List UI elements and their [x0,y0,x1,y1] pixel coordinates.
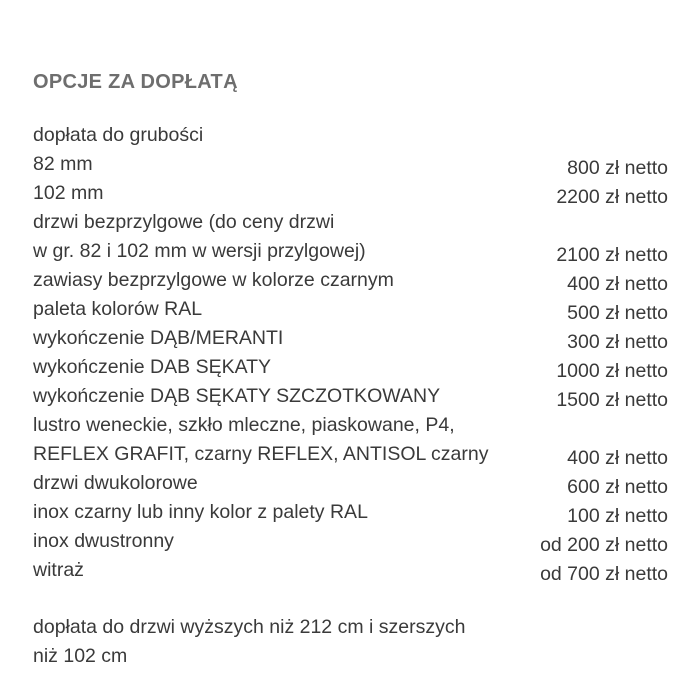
price-list-row [33,353,668,382]
option-label: dopłata do grubości [33,124,204,146]
price-list-row [33,266,668,295]
price-list-row [33,556,668,585]
option-price: 600 zł netto [567,476,668,498]
option-price: 1000 zł netto [556,360,668,382]
price-list-row [33,498,668,527]
option-label: 102 mm [33,182,104,204]
option-price: 2200 zł netto [556,186,668,208]
price-list-row [33,382,668,411]
price-list-row [33,179,668,208]
price-list-row [33,150,668,179]
option-price: od 700 zł netto [540,563,668,585]
option-label: 82 mm [33,153,93,175]
option-label: paleta kolorów RAL [33,298,203,320]
option-price: 500 zł netto [567,302,668,324]
option-price: od 200 zł netto [540,534,668,556]
option-label: inox czarny lub inny kolor z palety RAL [33,501,368,523]
price-list [33,121,668,585]
page-title: OPCJE ZA DOPŁATĄ [33,71,238,93]
footer-note: dopłata do drzwi wyższych niż 212 cm i szerszych niż 102 cm [33,616,466,667]
option-label: drzwi dwukolorowe [33,472,198,494]
price-list-row [33,208,668,266]
price-list-row [33,527,668,556]
price-list-row [33,469,668,498]
option-label: drzwi bezprzylgowe (do ceny drzwi w gr. 82 i 102 mm w wersji przylgowej) [33,211,366,262]
price-list-row [33,295,668,324]
option-label: wykończenie DAB SĘKATY [33,356,272,378]
price-list-row [33,121,668,150]
option-price: 1500 zł netto [556,389,668,411]
option-price: 300 zł netto [567,331,668,353]
option-label: inox dwustronny [33,530,174,552]
option-label: wykończenie DĄB/MERANTI [33,327,284,349]
option-price: 400 zł netto [567,447,668,469]
option-label: lustro weneckie, szkło mleczne, piaskowane, P4, REFLEX GRAFIT, czarny REFLEX, ANTISOL czarny [33,414,489,465]
option-label: witraż [33,559,84,581]
option-price: 400 zł netto [567,273,668,295]
option-price: 100 zł netto [567,505,668,527]
price-list-row [33,411,668,469]
option-label: wykończenie DĄB SĘKATY SZCZOTKOWANY [33,385,441,407]
price-list-row [33,324,668,353]
option-price: 800 zł netto [567,157,668,179]
option-price: 2100 zł netto [556,244,668,266]
option-label: zawiasy bezprzylgowe w kolorze czarnym [33,269,394,291]
